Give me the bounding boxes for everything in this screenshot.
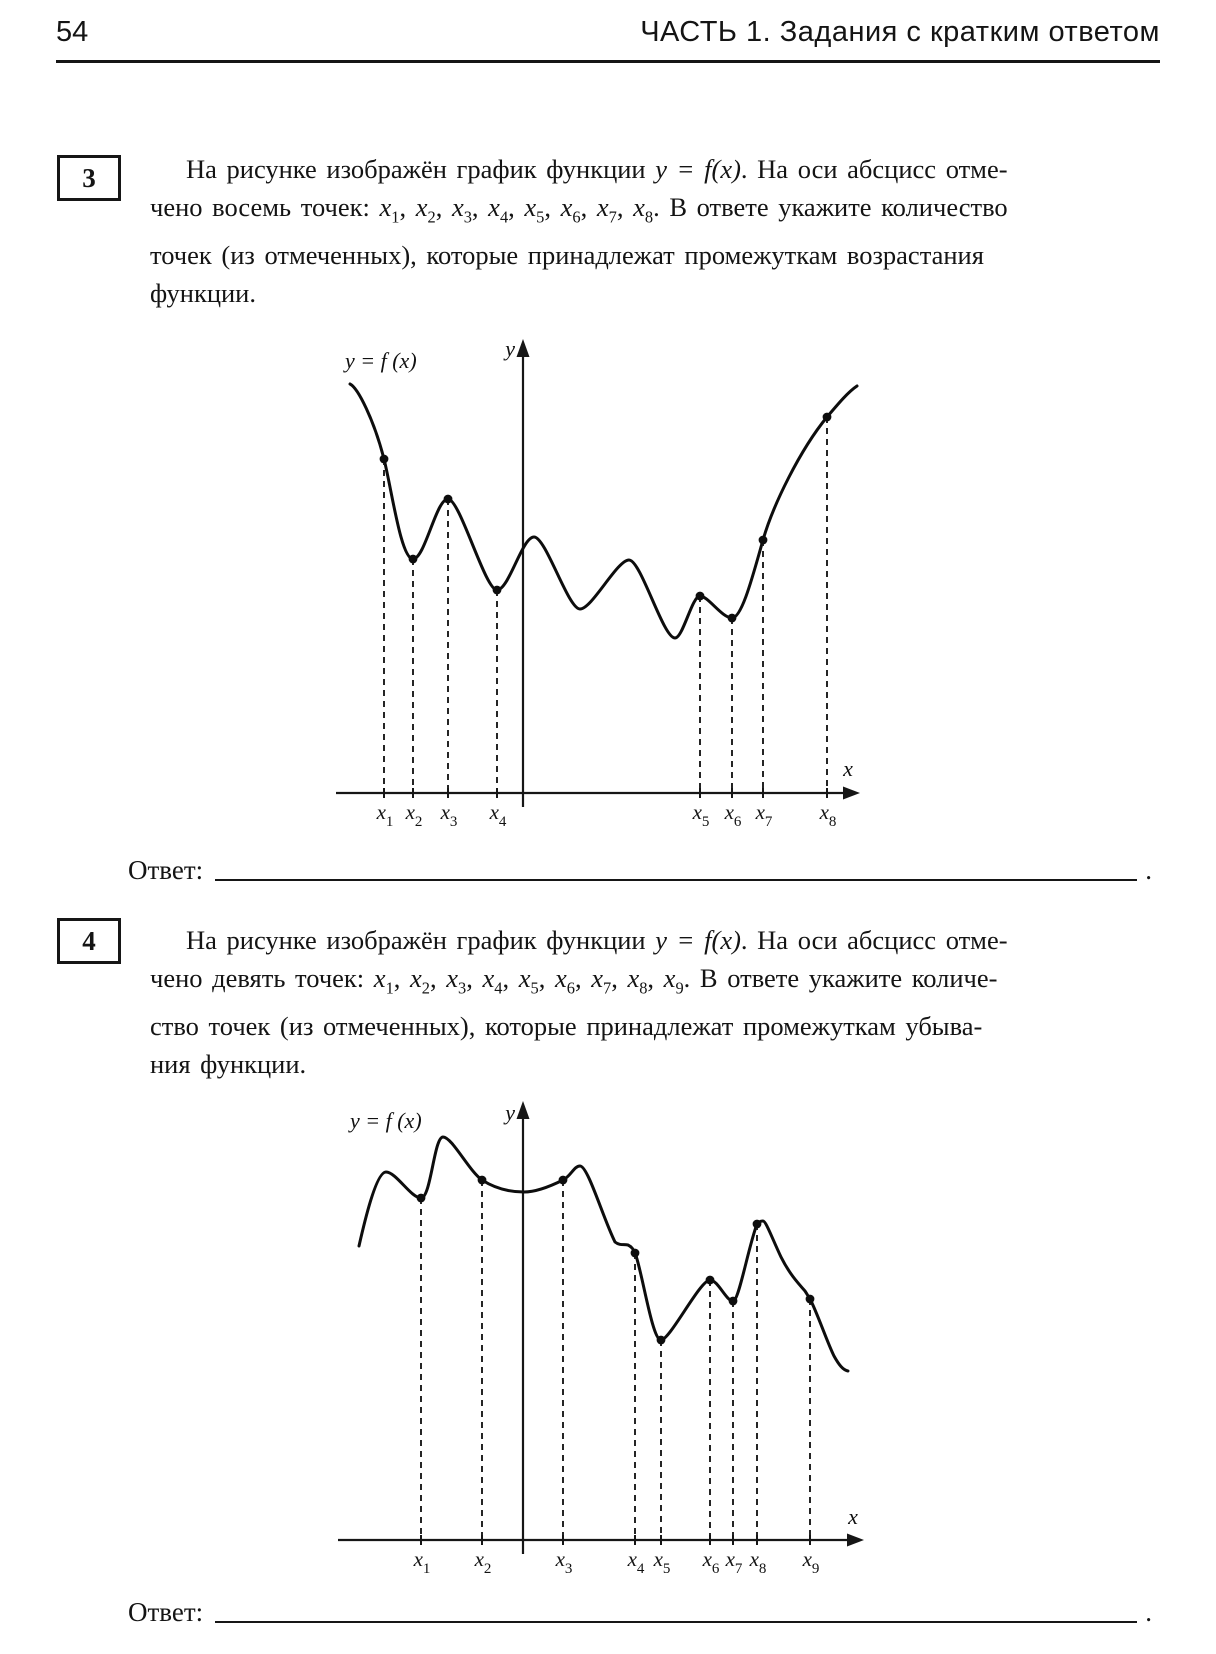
math-x-subscript: 8 xyxy=(639,978,648,998)
text-run: , xyxy=(466,963,483,993)
axis-tick-label-x9: $x_9$ xyxy=(802,1547,820,1577)
answer-period: . xyxy=(1145,1597,1152,1627)
text-run: , xyxy=(435,192,452,222)
page-header xyxy=(56,16,1160,49)
marked-point-x6 xyxy=(706,1276,715,1285)
text-run: , xyxy=(580,192,597,222)
marked-point-x1 xyxy=(417,1194,426,1203)
statement-line xyxy=(150,1007,1150,1045)
math-x-subscript: 5 xyxy=(530,978,539,998)
text-run: На рисунке изображён график функции xyxy=(186,154,656,184)
math-x: x xyxy=(596,192,609,222)
axis-tick-label-x8: $x_8$ xyxy=(749,1547,767,1577)
problem-4-statement xyxy=(150,921,1150,1083)
problem-4-number: 4 xyxy=(82,925,96,956)
text-run: ния функции. xyxy=(150,1049,307,1080)
text-run: , xyxy=(647,963,664,993)
math-x: x xyxy=(446,963,459,993)
marked-point-x8 xyxy=(753,1220,762,1229)
axis-tick-label-x4: $x_4$ xyxy=(489,800,507,830)
y-axis-arrow-icon xyxy=(517,1101,530,1119)
problem-3-answer-row xyxy=(128,854,1152,886)
marked-point-x2 xyxy=(409,555,418,564)
math-x: x xyxy=(488,192,500,222)
text-run: , xyxy=(508,192,525,222)
text-run: , xyxy=(574,963,592,993)
axis-tick-label-x1: $x_1$ xyxy=(376,800,394,830)
math-x: x xyxy=(524,192,537,222)
math-x-subscript: 2 xyxy=(421,978,431,998)
math-x-subscript: 7 xyxy=(602,978,612,998)
marked-point-x2 xyxy=(478,1176,487,1185)
math-x: x xyxy=(663,963,676,993)
axis-tick-label-x6: $x_6$ xyxy=(702,1547,720,1577)
header-rule xyxy=(56,60,1160,63)
math-x: x xyxy=(379,192,392,222)
text-run: чено девять точек: xyxy=(150,963,374,993)
answer-period: . xyxy=(1145,855,1152,885)
marked-point-x7 xyxy=(729,1297,738,1306)
text-run: На рисунке изображён график функции xyxy=(186,925,656,955)
text-run: , xyxy=(611,963,628,993)
function-curve xyxy=(350,384,857,638)
axis-tick-label-x7: $x_7$ xyxy=(725,1547,743,1577)
problem-4-answer-row xyxy=(128,1596,1152,1628)
problem-4-number-box xyxy=(57,918,121,964)
statement-line xyxy=(150,188,1150,236)
text-run: ство точек (из отмеченных), которые принадлежат промежуткам убыва- xyxy=(150,1011,983,1042)
problem-3-number-box xyxy=(57,155,121,201)
text-run: . В ответе укажите количество xyxy=(653,192,1008,222)
math-x: x xyxy=(482,963,495,993)
math-x-subscript: 4 xyxy=(494,978,503,998)
math-x-subscript: 3 xyxy=(458,978,467,998)
x-axis-label: x xyxy=(843,756,853,781)
text-run: , xyxy=(538,963,555,993)
math-x-subscript: 2 xyxy=(427,207,436,227)
math-x-subscript: 6 xyxy=(572,207,581,227)
text-run: чено восемь точек: xyxy=(150,192,380,222)
math-x-subscript: 6 xyxy=(566,978,575,998)
math-x: x xyxy=(415,192,428,222)
math-x: x xyxy=(451,192,464,222)
axis-tick-label-x5: $x_5$ xyxy=(653,1547,671,1577)
problem-3-statement xyxy=(150,150,1150,312)
text-run: , xyxy=(544,192,561,222)
text-run: , xyxy=(471,192,489,222)
curve-equation-label: y = f (x) xyxy=(345,348,417,373)
text-run: функции. xyxy=(150,278,256,309)
axis-tick-label-x5: $x_5$ xyxy=(692,800,710,830)
statement-line xyxy=(150,959,1150,1007)
problem-3-function-graph xyxy=(310,328,885,838)
x-axis-arrow-icon xyxy=(847,1534,864,1547)
math-x: x xyxy=(627,963,640,993)
page-header-title: ЧАСТЬ 1. Задания с кратким ответом xyxy=(640,16,1160,48)
text-run: , xyxy=(430,963,447,993)
function-curve xyxy=(359,1137,848,1371)
axis-tick-label-x6: $x_6$ xyxy=(724,800,742,830)
statement-line xyxy=(150,921,1150,959)
math-x-subscript: 4 xyxy=(499,207,509,227)
curve-equation-label: y = f (x) xyxy=(350,1108,422,1133)
text-run: . На оси абсцисс отме- xyxy=(740,925,1008,955)
text-run: , xyxy=(399,192,416,222)
axis-tick-label-x1: $x_1$ xyxy=(413,1547,431,1577)
text-run: точек (из отмеченных), которые принадлежат промежуткам возрастания xyxy=(150,240,984,271)
statement-line xyxy=(150,1045,1150,1083)
axis-tick-label-x8: $x_8$ xyxy=(819,800,837,830)
text-run: , xyxy=(616,192,634,222)
math-x-subscript: 7 xyxy=(608,207,617,227)
y-axis-arrow-icon xyxy=(517,339,530,357)
axis-tick-label-x2: $x_2$ xyxy=(405,800,423,830)
axis-tick-label-x3: $x_3$ xyxy=(555,1547,573,1577)
math-x-subscript: 3 xyxy=(463,207,472,227)
answer-blank-line xyxy=(215,1601,1137,1623)
math-x: x xyxy=(560,192,573,222)
problem-3-number: 3 xyxy=(82,162,96,193)
math-x-subscript: 8 xyxy=(644,207,654,227)
marked-point-x7 xyxy=(759,536,768,545)
marked-point-x8 xyxy=(823,413,832,422)
axis-tick-label-x3: $x_3$ xyxy=(440,800,458,830)
statement-line xyxy=(150,236,1150,274)
marked-point-x1 xyxy=(380,455,389,464)
math-x: x xyxy=(633,192,645,222)
math-x-subscript: 5 xyxy=(536,207,545,227)
marked-point-x4 xyxy=(493,586,502,595)
math-x: x xyxy=(410,963,422,993)
marked-point-x3 xyxy=(444,495,453,504)
marked-point-x9 xyxy=(806,1295,815,1304)
math-x: x xyxy=(373,963,386,993)
y-axis-label: y xyxy=(505,1100,515,1125)
text-run: , xyxy=(393,963,411,993)
text-run: , xyxy=(502,963,519,993)
x-axis-arrow-icon xyxy=(843,787,860,800)
page-number: 54 xyxy=(56,16,89,48)
math-run: y = f(x) xyxy=(655,925,741,955)
marked-point-x5 xyxy=(696,592,705,601)
statement-line xyxy=(150,274,1150,312)
answer-label: Ответ: xyxy=(128,855,204,885)
text-run: . На оси абсцисс отме- xyxy=(740,154,1008,184)
answer-blank-line xyxy=(215,859,1137,881)
math-x-subscript: 9 xyxy=(675,978,684,998)
math-run: y = f(x) xyxy=(655,154,741,184)
marked-point-x4 xyxy=(631,1249,640,1258)
math-x-subscript: 1 xyxy=(391,207,400,227)
marked-point-x3 xyxy=(559,1176,568,1185)
marked-point-x5 xyxy=(657,1336,666,1345)
x-axis-label: x xyxy=(848,1504,858,1529)
math-x-subscript: 1 xyxy=(385,978,394,998)
text-run: . В ответе укажите количе- xyxy=(683,963,998,993)
problem-4-function-graph xyxy=(310,1092,885,1584)
math-x: x xyxy=(591,963,603,993)
math-x: x xyxy=(554,963,567,993)
axis-tick-label-x7: $x_7$ xyxy=(755,800,773,830)
axis-tick-label-x2: $x_2$ xyxy=(474,1547,492,1577)
answer-label: Ответ: xyxy=(128,1597,204,1627)
marked-point-x6 xyxy=(728,614,737,623)
axis-tick-label-x4: $x_4$ xyxy=(627,1547,645,1577)
y-axis-label: y xyxy=(505,336,515,361)
math-x: x xyxy=(518,963,531,993)
statement-line xyxy=(150,150,1150,188)
